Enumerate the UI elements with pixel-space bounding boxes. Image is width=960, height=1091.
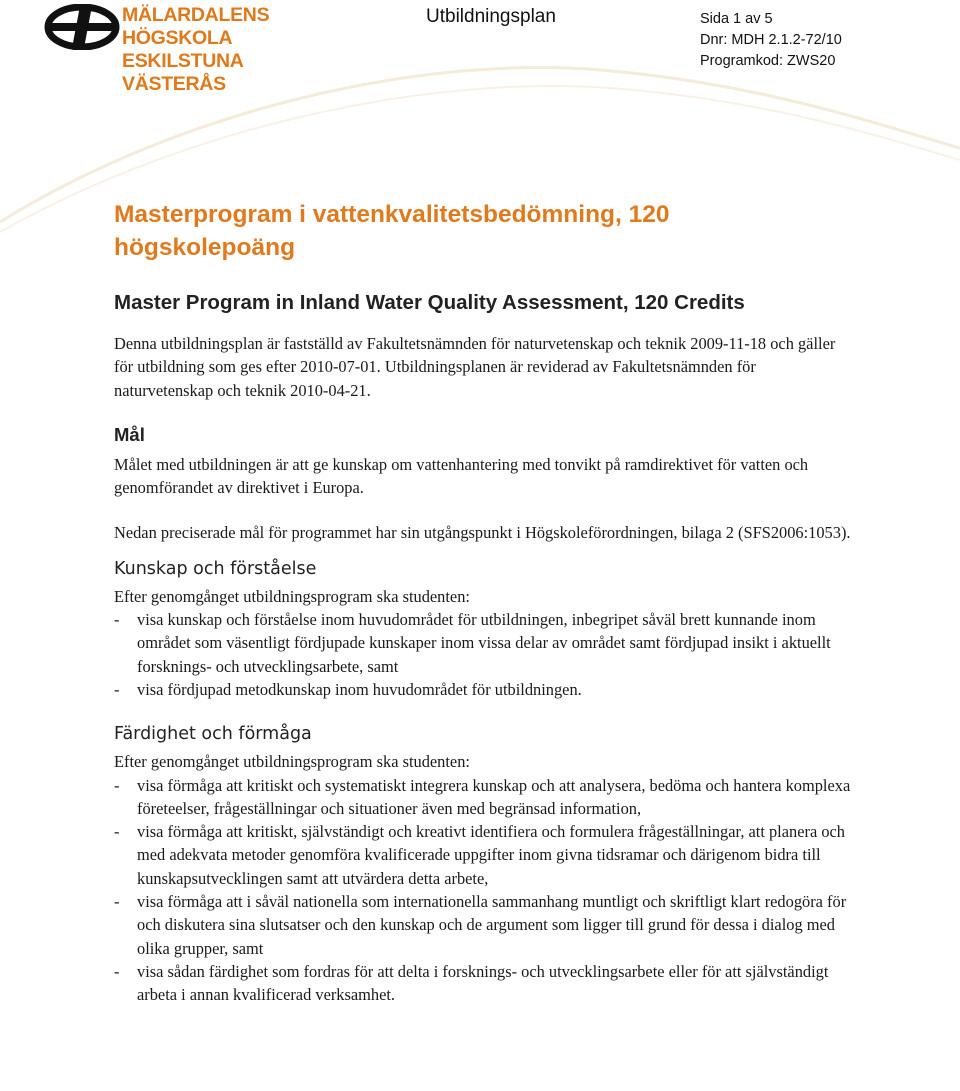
list-item: - visa kunskap och förståelse inom huvudområdet för utbildningen, inbegripet såväl brett kunnande inom området som väsentligt fördjupade kunskaper inom vissa delar av området samt fördjupad insikt i aktuellt forsknings- och utvecklingsarbete, samt [114,608,854,678]
logo-line-1: MÄLARDALENS HÖGSKOLA [122,4,270,49]
logo-mark-icon [44,4,120,50]
program-code: Programkod: ZWS20 [700,53,836,69]
list-item: - visa förmåga att kritiskt, självständigt och kreativt identifiera och formulera frågeställningar, att planera och med adekvata metoder genomföra kvalificerade uppgifter inom givna tidsramar och därigenom bidra till kunskapsutvecklingen samt att utvärdera detta arbete, [114,820,854,890]
logo-line-2: ESKILSTUNA VÄSTERÅS [122,50,243,95]
title-swedish: Masterprogram i vattenkvalitetsbedömning, 120 högskolepoäng [114,201,670,261]
intro-paragraph: Denna utbildningsplan är fastställd av Fakultetsnämnden för naturvetenskap och teknik 2009-11-18 och gäller för utbildning som ges efter 2010-07-01. Utbildningsplanen är reviderad av Fakultetsnämnden för naturvetenskap och teknik 2010-04-21. [114,334,836,400]
skills-heading: Färdighet och förmåga [114,724,312,745]
goal-heading: Mål [114,423,145,445]
document-type: Utbildningsplan [426,6,556,27]
title-english: Master Program in Inland Water Quality Assessment, 120 Credits [114,291,745,314]
registration-number: Dnr: MDH 2.1.2-72/10 [700,32,842,48]
university-logo [44,4,344,95]
goal-paragraph-2: Nedan preciserade mål för programmet har sin utgångspunkt i Högskoleförordningen, bilaga 2 (SFS2006:1053). [114,523,851,543]
list-item: - visa fördjupad metodkunskap inom huvudområdet för utbildningen. [114,678,854,701]
page-number: Sida 1 av 5 [700,11,773,27]
document-body [114,198,854,1007]
knowledge-heading: Kunskap och förståelse [114,558,317,579]
skills-list [114,774,854,1007]
list-item: - visa förmåga att kritiskt och systematiskt integrera kunskap och att analysera, bedöma och hantera komplexa företeelser, frågeställningar och situationer även med begränsad information, [114,774,854,821]
goal-paragraph-1: Målet med utbildningen är att ge kunskap om vattenhantering med tonvikt på ramdirektivet för vatten och genomförandet av direktivet i Europa. [114,454,809,498]
knowledge-list [114,608,854,701]
document-meta [700,9,842,72]
skills-lead: Efter genomgånget utbildningsprogram ska studenten: [114,752,470,772]
knowledge-lead: Efter genomgånget utbildningsprogram ska studenten: [114,586,470,606]
list-item: - visa förmåga att i såväl nationella som internationella sammanhang muntligt och skriftligt klart redogöra för och diskutera sina slutsatser och den kunskap och de argument som ligger till grund för dessa i dialog med olika grupper, samt [114,890,854,960]
list-item: - visa sådan färdighet som fordras för att delta i forsknings- och utvecklingsarbete eller för att självständigt arbeta i annan kvalificerad verksamhet. [114,960,854,1007]
